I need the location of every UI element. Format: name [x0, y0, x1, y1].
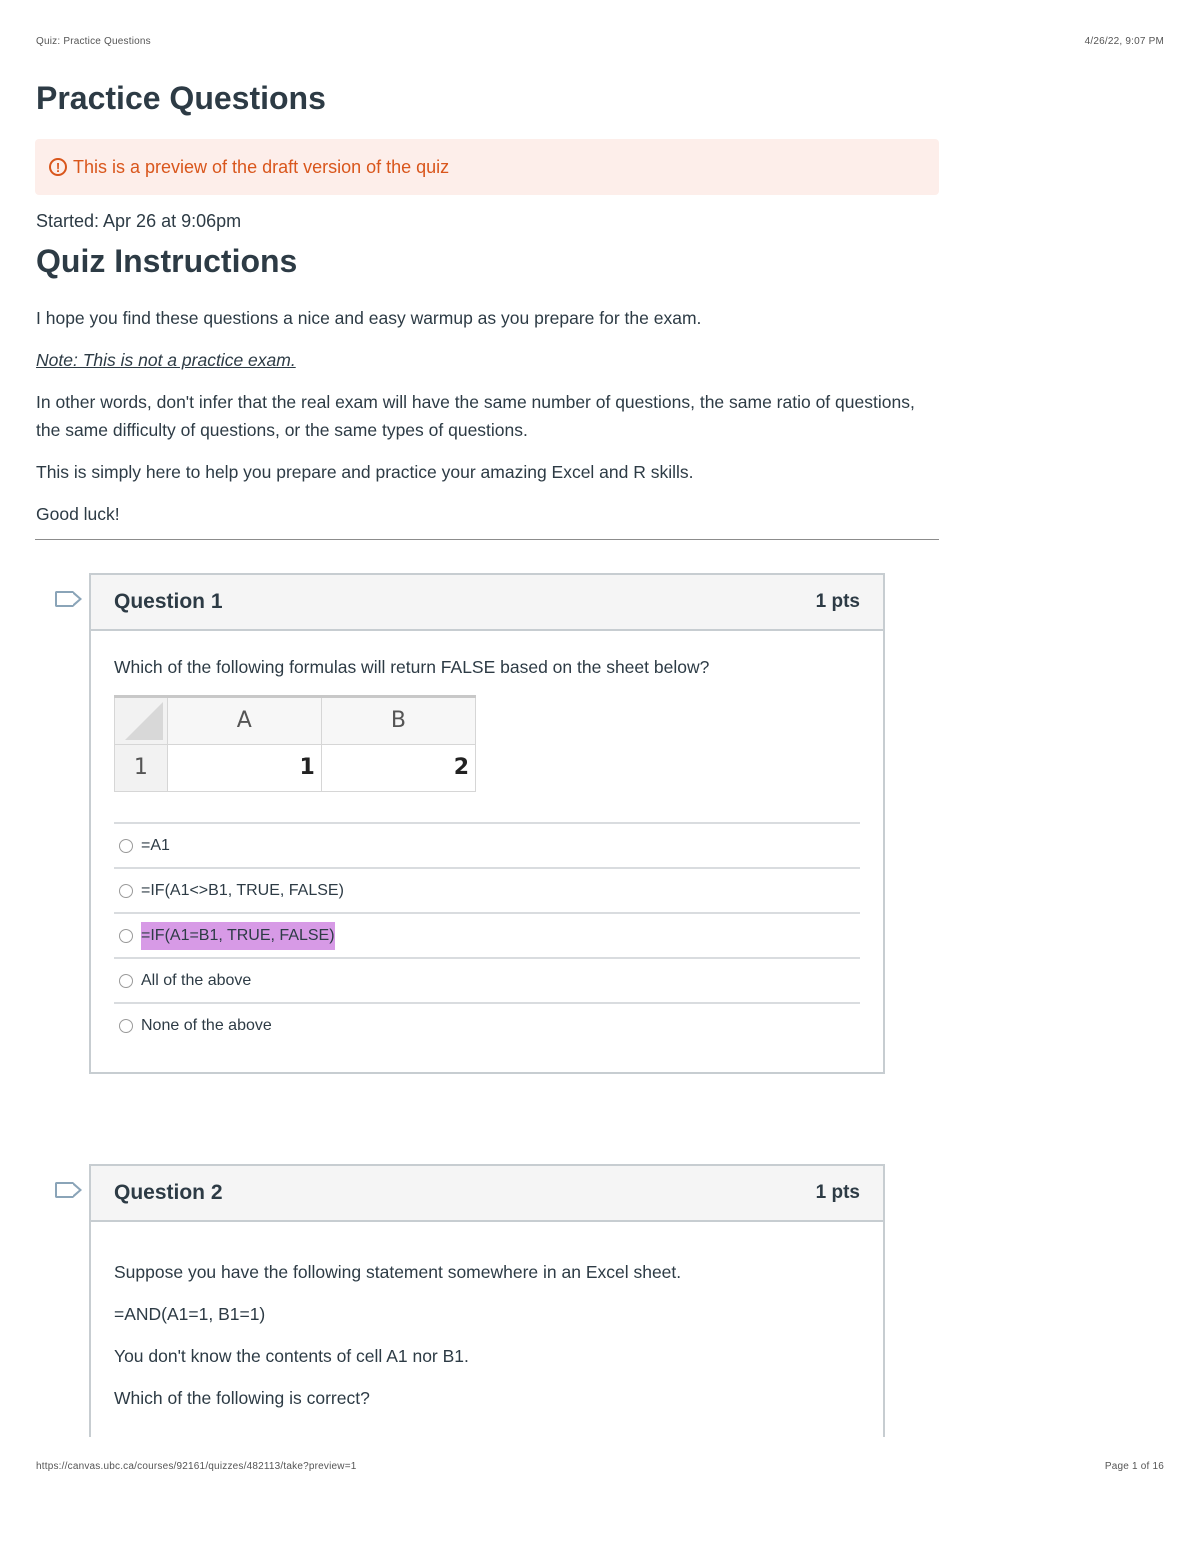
- question-2-card: [89, 1164, 885, 1437]
- question-body: [91, 631, 883, 1047]
- print-footer-page: Page 1 of 16: [1104, 1461, 1164, 1472]
- instructions-body: [36, 304, 916, 542]
- instructions-paragraph: Good luck!: [36, 504, 120, 524]
- radio-button[interactable]: [119, 1019, 133, 1033]
- question-body: [91, 1222, 883, 1412]
- question-header: [91, 575, 883, 631]
- sheet-column-header: A: [167, 697, 321, 745]
- preview-alert: [35, 139, 939, 195]
- question-header: [91, 1166, 883, 1222]
- sheet-cell-b1: 2: [321, 745, 475, 792]
- answer-label: None of the above: [141, 1016, 272, 1034]
- print-header: [36, 36, 1164, 47]
- print-header-date: 4/26/22, 9:07 PM: [1084, 36, 1164, 47]
- question-points: 1 pts: [815, 591, 860, 612]
- instructions-note: Note: This is not a practice exam.: [36, 350, 296, 370]
- spreadsheet-image: [114, 695, 476, 792]
- sheet-corner: [115, 697, 168, 745]
- radio-button[interactable]: [119, 839, 133, 853]
- preview-alert-text: This is a preview of the draft version of the quiz: [73, 156, 450, 177]
- print-footer-url: https://canvas.ubc.ca/courses/92161/quizzes/482113/take?preview=1: [36, 1461, 357, 1472]
- instructions-paragraph: In other words, don't infer that the real exam will have the same number of questions, the same ratio of questions, the same difficulty of questions, or the same types of questions.: [36, 392, 915, 440]
- answer-label: =IF(A1<>B1, TRUE, FALSE): [141, 881, 344, 899]
- page-title: Practice Questions: [36, 80, 326, 116]
- flag-question-icon[interactable]: [55, 1182, 73, 1198]
- answer-list: [114, 822, 860, 1047]
- question-formula: =AND(A1=1, B1=1): [114, 1304, 266, 1324]
- answer-label-highlighted: =IF(A1=B1, TRUE, FALSE): [141, 922, 335, 950]
- answer-option[interactable]: [114, 822, 860, 867]
- question-paragraph: Suppose you have the following statement somewhere in an Excel sheet.: [114, 1262, 682, 1282]
- sheet-row-header: 1: [115, 745, 168, 792]
- answer-option[interactable]: [114, 912, 860, 957]
- question-prompt: Which of the following is correct?: [114, 1388, 370, 1408]
- question-prompt: Which of the following formulas will return FALSE based on the sheet below?: [114, 657, 710, 677]
- answer-option[interactable]: [114, 867, 860, 912]
- answer-label: All of the above: [141, 971, 252, 989]
- answer-option[interactable]: [114, 957, 860, 1002]
- print-footer: [36, 1461, 1164, 1472]
- sheet-cell-a1: 1: [167, 745, 321, 792]
- print-header-title: Quiz: Practice Questions: [36, 36, 151, 47]
- started-timestamp: Started: Apr 26 at 9:06pm: [36, 211, 242, 231]
- answer-label: =A1: [141, 836, 170, 854]
- question-paragraph: You don't know the contents of cell A1 nor B1.: [114, 1346, 469, 1366]
- question-1-card: [89, 573, 885, 1074]
- radio-button[interactable]: [119, 929, 133, 943]
- question-name: Question 2: [114, 1181, 223, 1204]
- answer-option[interactable]: [114, 1002, 860, 1047]
- radio-button[interactable]: [119, 974, 133, 988]
- sheet-column-header: B: [321, 697, 475, 745]
- question-points: 1 pts: [815, 1182, 860, 1203]
- radio-button[interactable]: [119, 884, 133, 898]
- instructions-paragraph: This is simply here to help you prepare and practice your amazing Excel and R skills.: [36, 462, 694, 482]
- question-name: Question 1: [114, 590, 223, 613]
- warning-icon: !: [49, 158, 67, 176]
- instructions-paragraph: I hope you find these questions a nice and easy warmup as you prepare for the exam.: [36, 308, 702, 328]
- instructions-title: Quiz Instructions: [36, 243, 298, 279]
- divider: [35, 539, 939, 540]
- flag-question-icon[interactable]: [55, 591, 73, 607]
